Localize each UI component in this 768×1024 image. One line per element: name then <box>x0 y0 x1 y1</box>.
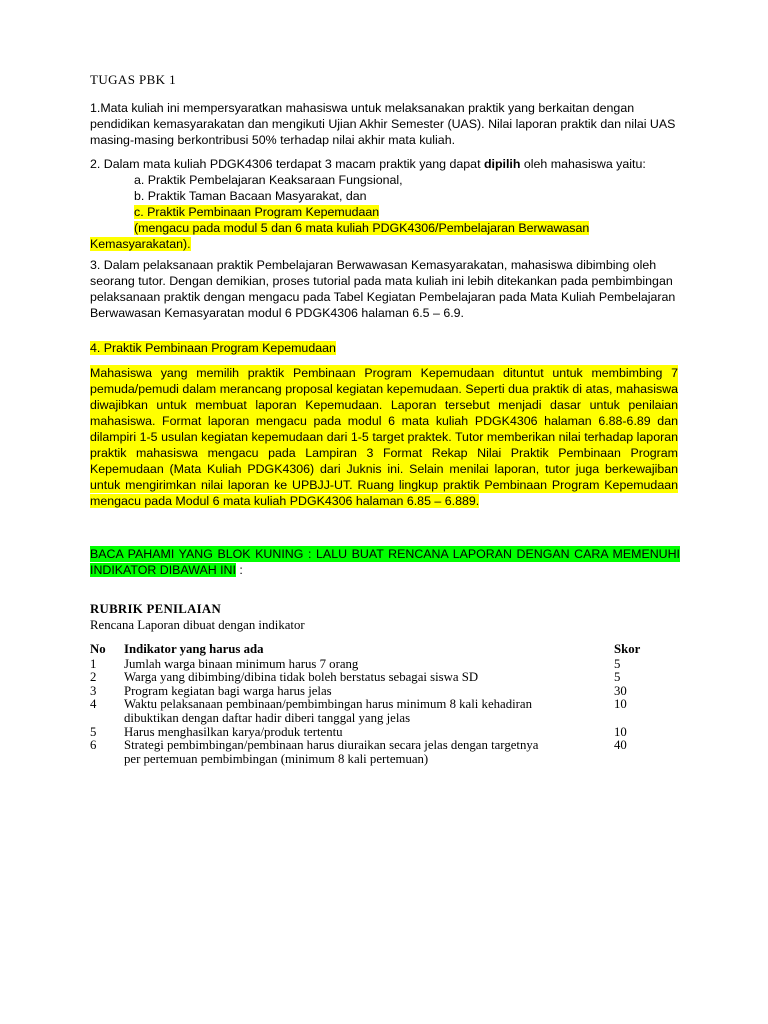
paragraph-4-line: praktik mahasiswa mengacu pada Lampiran 3 Format Rekap Nilai Praktik Pembinaan Program <box>90 446 678 460</box>
row-skor: 5 <box>614 656 621 671</box>
paragraph-4-last-row <box>90 493 678 509</box>
rubrik-table <box>90 643 674 766</box>
row-no: 6 <box>90 738 97 753</box>
paragraph-2-intro <box>90 156 678 172</box>
row-indikator-continued: dibuktikan dengan daftar hadir diberi tanggal yang jelas <box>124 710 411 725</box>
column-header-indikator: Indikator yang harus ada <box>124 642 264 656</box>
row-indikator: Harus menghasilkan karya/produk tertentu <box>124 724 343 739</box>
paragraph-3-line: pelaksanaan praktik dengan mengacu pada Tabel Kegiatan Pembelajaran pada Mata Kuliah Pembelajaran <box>90 290 676 304</box>
row-no: 2 <box>90 670 97 685</box>
row-indikator-continued: per pertemuan pembimbingan (minimum 8 kali pertemuan) <box>124 751 429 766</box>
paragraph-4-line: diwajibkan untuk membuat laporan Kepemudaan. Laporan tersebut menjadi dasar untuk penilaian <box>90 398 678 412</box>
list-item-b: b. Praktik Taman Bacaan Masyarakat, dan <box>134 189 367 203</box>
row-indikator: Program kegiatan bagi warga harus jelas <box>124 683 332 698</box>
table-row <box>90 726 674 740</box>
instruction-line-2: INDIKATOR DIBAWAH INI <box>90 563 236 577</box>
note-line-2: Kemasyarakatan). <box>90 237 191 251</box>
paragraph-1-line: masing-masing berkontribusi 50% terhadap nilai akhir mata kuliah. <box>90 133 456 147</box>
paragraph-1 <box>90 100 678 148</box>
paragraph-4-line: dilampiri 1-5 usulan kegiatan kepemudaan dari 1-5 target praktek. Tutor memberikan nilai terhadap laporan <box>90 430 678 444</box>
row-indikator: Warga yang dibimbing/dibina tidak boleh berstatus sebagai siswa SD <box>124 670 479 685</box>
row-indikator: Jumlah warga binaan minimum harus 7 orang <box>124 656 359 671</box>
instruction-block <box>90 546 680 578</box>
paragraph-1-line: 1.Mata kuliah ini mempersyaratkan mahasiswa untuk melaksanakan praktik yang berkaitan dengan <box>90 101 635 115</box>
row-indikator: Strategi pembimbingan/pembinaan harus diuraikan secara jelas dengan targetnya <box>124 738 539 753</box>
rubrik-heading: RUBRIK PENILAIAN <box>90 602 222 616</box>
list-item-a: a. Praktik Pembelajaran Keaksaraan Fungsional, <box>134 173 403 187</box>
paragraph-4-line: mahasiswa. Format laporan mengacu pada modul 6 mata kuliah PDGK4306 halaman 6.88-6.89 dan <box>90 414 678 428</box>
paragraph-4-line: pemuda/pemudi dalam merancang proposal kegiatan kepemudaan. Seperti dua praktik di atas, mahasiswa <box>90 382 678 396</box>
column-header-no: No <box>90 642 106 656</box>
paragraph-4-line: Kepemudaan (Mata Kuliah PDGK4306) dari Juknis ini. Selain menilai laporan, tutor juga berkewajiban <box>90 462 678 476</box>
row-indikator-multiline <box>124 739 614 766</box>
row-skor: 30 <box>614 683 627 698</box>
instruction-colon: : <box>235 563 243 577</box>
rubrik-subheading: Rencana Laporan dibuat dengan indikator <box>90 617 305 632</box>
column-header-skor: Skor <box>614 642 641 656</box>
paragraph-3-line: Berwawasan Kemasyaratan modul 6 PDGK4306 halaman 6.5 – 6.9. <box>90 306 464 320</box>
note-line-row <box>90 236 678 252</box>
paragraph-3-line: seorang tutor. Dengan demikian, proses tutorial pada mata kuliah ini lebih ditekankan pada pembimbingan <box>90 274 673 288</box>
row-no: 5 <box>90 724 97 739</box>
rubrik-header <box>90 603 678 632</box>
paragraph-4-heading: 4. Praktik Pembinaan Program Kepemudaan <box>90 341 336 355</box>
table-row <box>90 658 674 672</box>
paragraph-4-heading-row <box>90 340 678 356</box>
instruction-line-1: BACA PAHAMI YANG BLOK KUNING : LALU BUAT RENCANA LAPORAN DENGAN CARA MEMENUHI <box>90 547 680 561</box>
list-item-c-row <box>90 204 678 220</box>
paragraph-4-line: Mahasiswa yang memilih praktik Pembinaan Program Kepemudaan dituntut untuk membimbing 7 <box>90 366 678 380</box>
table-row <box>90 685 674 699</box>
row-indikator: Waktu pelaksanaan pembinaan/pembimbingan harus minimum 8 kali kehadiran <box>124 697 533 712</box>
paragraph-4-body <box>90 365 678 493</box>
paragraph-3 <box>90 257 678 321</box>
table-row <box>90 698 674 725</box>
document-title: TUGAS PBK 1 <box>90 72 177 87</box>
paragraph-4-line: mengacu pada Modul 6 mata kuliah PDGK4306 halaman 6.85 – 6.889. <box>90 494 480 508</box>
note-line-1: (mengacu pada modul 5 dan 6 mata kuliah PDGK4306/Pembelajaran Berwawasan <box>134 221 590 235</box>
paragraph-3-line: 3. Dalam pelaksanaan praktik Pembelajaran Berwawasan Kemasyarakatan, mahasiswa dibimbing oleh <box>90 258 657 272</box>
row-skor: 10 <box>614 697 627 712</box>
row-no: 4 <box>90 697 97 712</box>
list-item-c: c. Praktik Pembinaan Program Kepemudaan <box>134 205 380 219</box>
paragraph-2 <box>90 156 678 252</box>
row-no: 3 <box>90 683 97 698</box>
row-indikator-multiline <box>124 698 614 725</box>
table-row <box>90 671 674 685</box>
table-row <box>90 739 674 766</box>
intro-text: 2. Dalam mata kuliah PDGK4306 terdapat 3 macam praktik yang dapat <box>90 157 484 171</box>
row-skor: 40 <box>614 738 627 753</box>
instruction-line-2-row <box>90 562 680 578</box>
paragraph-4-line: untuk mengirimkan nilai laporan ke UPBJJ-UT. Ruang lingkup praktik Pembinaan Program Kepemudaan <box>90 478 678 492</box>
row-skor: 10 <box>614 724 627 739</box>
intro-text-end: oleh mahasiswa yaitu: <box>520 157 646 171</box>
paragraph-1-line: pendidikan kemasyarakatan dan mengikuti Ujian Akhir Semester (UAS). Nilai laporan praktik dan nilai UAS <box>90 117 676 131</box>
note-line-row <box>90 220 678 236</box>
row-no: 1 <box>90 656 97 671</box>
rubrik-table-header <box>90 643 674 658</box>
emphasis-dipilih: dipilih <box>483 157 521 171</box>
row-skor: 5 <box>614 670 621 685</box>
